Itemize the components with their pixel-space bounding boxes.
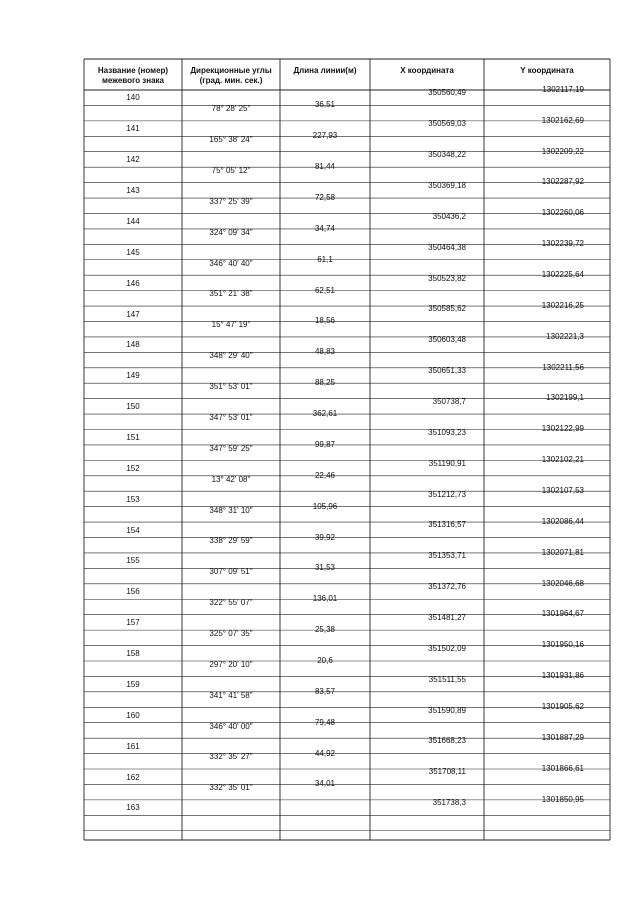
point-name: 143 xyxy=(126,186,140,196)
direction-angle: 13° 42' 08" xyxy=(211,474,251,484)
point-name: 155 xyxy=(126,556,140,566)
x-coordinate: 351590,89 xyxy=(428,705,466,715)
direction-angle: 347° 59' 25" xyxy=(209,443,253,453)
point-name: 151 xyxy=(126,432,140,442)
direction-angle: 341° 41' 58" xyxy=(209,690,253,700)
line-length: 34,74 xyxy=(314,223,336,233)
x-coordinate: 350569,03 xyxy=(428,119,466,129)
x-coordinate: 350651,33 xyxy=(428,366,466,376)
direction-angle: 351° 21' 38" xyxy=(209,289,253,299)
point-name: 145 xyxy=(126,247,140,257)
y-coordinate: 1302225,64 xyxy=(541,269,584,279)
y-coordinate: 1301964,67 xyxy=(541,609,584,619)
y-coordinate: 1302071,81 xyxy=(541,547,584,557)
line-length: 105,96 xyxy=(312,501,338,511)
line-length: 72,58 xyxy=(314,193,336,203)
point-name: 162 xyxy=(126,772,140,782)
line-length: 99,87 xyxy=(314,439,336,449)
direction-angle: 332° 35' 01" xyxy=(209,783,253,793)
line-length: 25,38 xyxy=(314,625,336,635)
y-coordinate: 1302239,72 xyxy=(541,239,584,249)
point-name: 159 xyxy=(126,679,140,689)
y-coordinate: 1302122,99 xyxy=(541,424,584,434)
y-coordinate: 1301850,95 xyxy=(541,794,584,804)
point-name: 146 xyxy=(126,278,140,288)
x-coordinate: 351353,71 xyxy=(428,551,466,561)
header-angles: Дирекционные углы (град. мин. сек.) xyxy=(190,66,272,85)
x-coordinate: 350436,2 xyxy=(432,211,466,221)
y-coordinate: 1301905,62 xyxy=(541,702,584,712)
y-coordinate: 1302046,68 xyxy=(541,578,584,588)
point-name: 148 xyxy=(126,340,140,350)
y-coordinate: 1301866,61 xyxy=(541,763,584,773)
point-name: 142 xyxy=(126,155,140,165)
direction-angle: 325° 07' 35" xyxy=(209,628,253,638)
line-length: 18,56 xyxy=(314,316,336,326)
line-length: 39,92 xyxy=(314,532,336,542)
x-coordinate: 350464,38 xyxy=(428,242,466,252)
y-coordinate: 1302211,56 xyxy=(542,362,584,372)
y-coordinate: 1302287,92 xyxy=(541,177,584,187)
x-coordinate: 350585,62 xyxy=(428,304,466,314)
point-name: 157 xyxy=(126,618,140,628)
line-length: 22,46 xyxy=(314,470,336,480)
line-length: 44,92 xyxy=(314,748,336,758)
line-length: 62,51 xyxy=(314,285,336,295)
header-y: Y координата xyxy=(520,66,574,75)
direction-angle: 75° 05' 12" xyxy=(211,166,251,176)
line-length: 61,1 xyxy=(317,254,333,264)
direction-angle: 324° 09' 34" xyxy=(209,227,253,237)
point-name: 161 xyxy=(126,741,140,751)
line-length: 31,53 xyxy=(314,563,336,573)
direction-angle: 332° 35' 27" xyxy=(209,752,253,762)
y-coordinate: 1302199,1 xyxy=(546,393,584,403)
point-name: 144 xyxy=(126,216,140,226)
point-name: 149 xyxy=(126,371,140,381)
point-name: 158 xyxy=(126,649,140,659)
point-name: 154 xyxy=(126,525,140,535)
direction-angle: 337° 25' 39" xyxy=(209,196,253,206)
line-length: 83,57 xyxy=(314,686,336,696)
x-coordinate: 350603,48 xyxy=(428,335,466,345)
direction-angle: 307° 09' 51" xyxy=(209,567,253,577)
header-name: Название (номер) межевого знака xyxy=(97,66,169,85)
line-length: 88,25 xyxy=(314,378,336,388)
direction-angle: 348° 31' 10" xyxy=(209,505,253,515)
x-coordinate: 351502,09 xyxy=(428,643,466,653)
x-coordinate: 350738,7 xyxy=(432,396,466,406)
y-coordinate: 1302260,06 xyxy=(541,208,584,218)
line-length: 36,51 xyxy=(314,100,336,110)
y-coordinate: 1301931,86 xyxy=(541,671,584,681)
x-coordinate: 351481,27 xyxy=(428,613,466,622)
x-coordinate: 350369,18 xyxy=(428,180,466,190)
y-coordinate: 1302107,53 xyxy=(541,486,584,495)
x-coordinate: 351093,23 xyxy=(428,427,466,437)
direction-angle: 78° 28' 25" xyxy=(211,104,251,114)
line-length: 136,01 xyxy=(312,594,338,604)
point-name: 147 xyxy=(126,309,140,319)
x-coordinate: 350560,49 xyxy=(428,88,466,98)
direction-angle: 165° 38' 24" xyxy=(209,135,253,145)
y-coordinate: 1302162,69 xyxy=(541,115,584,125)
x-coordinate: 351212,73 xyxy=(428,489,466,499)
line-length: 79,48 xyxy=(314,717,336,727)
direction-angle: 346° 40' 40" xyxy=(209,258,253,268)
direction-angle: 348° 29' 40" xyxy=(209,351,253,361)
x-coordinate: 351738,3 xyxy=(432,798,466,808)
y-coordinate: 1301887,29 xyxy=(541,732,584,742)
line-length: 362,61 xyxy=(312,409,338,419)
point-name: 160 xyxy=(126,710,140,720)
y-coordinate: 1302221,3 xyxy=(546,331,584,341)
y-coordinate: 1302209,22 xyxy=(541,146,584,156)
x-coordinate: 350523,82 xyxy=(428,273,466,283)
direction-angle: 347° 53' 01" xyxy=(209,412,253,422)
x-coordinate: 351316,57 xyxy=(428,520,466,530)
y-coordinate: 1301950,16 xyxy=(541,640,584,650)
direction-angle: 322° 55' 07" xyxy=(209,598,253,608)
point-name: 141 xyxy=(126,124,140,134)
line-length: 20,6 xyxy=(317,655,333,665)
point-name: 153 xyxy=(126,494,140,504)
direction-angle: 15° 47' 19" xyxy=(211,320,251,330)
line-length: 48,83 xyxy=(314,347,336,357)
line-length: 227,93 xyxy=(312,131,338,141)
direction-angle: 338° 29' 59" xyxy=(209,536,253,546)
point-name: 140 xyxy=(126,93,140,103)
y-coordinate: 1302117,19 xyxy=(542,84,584,94)
point-name: 150 xyxy=(126,402,140,412)
y-coordinate: 1302102,21 xyxy=(541,455,584,465)
header-x: X координата xyxy=(400,66,454,75)
line-length: 34,01 xyxy=(314,779,336,789)
point-name: 156 xyxy=(126,587,140,597)
x-coordinate: 351190,91 xyxy=(428,458,466,468)
direction-angle: 297° 20' 10" xyxy=(209,659,253,669)
y-coordinate: 1302086,44 xyxy=(541,516,584,526)
x-coordinate: 350348,22 xyxy=(428,150,466,160)
x-coordinate: 351511,55 xyxy=(428,674,466,684)
direction-angle: 351° 53' 01" xyxy=(209,382,253,392)
point-name: 152 xyxy=(126,463,140,473)
header-length: Длина линии(м) xyxy=(293,66,357,75)
direction-angle: 346° 40' 00" xyxy=(209,721,253,731)
x-coordinate: 351668,23 xyxy=(428,736,466,746)
line-length: 81,44 xyxy=(314,162,336,172)
x-coordinate: 351372,76 xyxy=(428,582,466,592)
x-coordinate: 351708,11 xyxy=(428,767,466,777)
y-coordinate: 1302216,25 xyxy=(541,300,584,310)
point-name: 163 xyxy=(126,803,140,813)
